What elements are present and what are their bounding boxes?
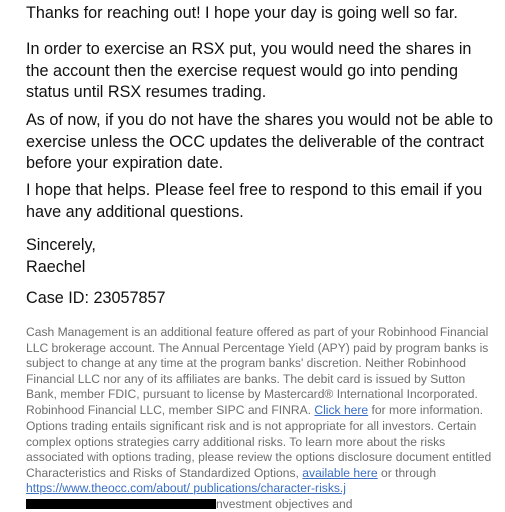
occ-link-line2: publications/character-risks.j <box>193 481 346 495</box>
occ-link-line1: https://www.theocc.com/about/ <box>26 481 191 495</box>
available-here-link[interactable]: available here <box>302 465 378 480</box>
email-signature <box>26 235 496 278</box>
options-after-redact: nvestment objectives and <box>216 496 353 511</box>
email-paragraph-occ: As of now, if you do not have the shares you would not be able to exercise unless the OCC updates the deliverable of the contract before your expiration date. <box>26 111 494 172</box>
options-or-through: or through <box>380 465 437 480</box>
email-greeting: Thanks for reaching out! I hope your day is going well so far. <box>26 4 458 22</box>
email-signature-name: Raechel <box>26 257 86 276</box>
redaction-bar <box>26 499 216 509</box>
email-signoff: Sincerely, <box>26 236 96 254</box>
options-disclosure <box>26 419 496 512</box>
options-text: Options trading entails significant risk and is not appropriate for all investors. Certain complex options strategies carry additional risks. To learn more about the risks associated with options trading, please review the options disclosure document entitled Characteristics and Risks of Standardized Options, <box>26 419 492 480</box>
email-paragraph-help: I hope that helps. Please feel free to respond to this email if you have any additional questions. <box>26 181 483 221</box>
cash-management-text: Cash Management is an additional feature offered as part of your Robinhood Financial LLC brokerage account. The Annual Percentage Yield (APY) paid by program banks is subject to change at any time at the program banks' discretion. Neither Robinhood Financial LLC nor any of its affiliates are banks. The debit card is issued by Sutton Bank, member FDIC, pursuant to license by Mastercard® International Incorporated. Robinhood Financial LLC, member SIPC and FINRA. <box>26 325 489 417</box>
cash-management-disclosure <box>26 325 496 418</box>
email-paragraph-exercise: In order to exercise an RSX put, you would need the shares in the account then the exercise request would go into pending status until RSX resumes trading. <box>26 40 472 101</box>
case-id: Case ID: 23057857 <box>26 289 166 307</box>
click-here-link[interactable]: Click here <box>314 402 369 417</box>
occ-publications-link[interactable] <box>26 481 346 495</box>
cash-management-tail: for more information. <box>371 402 484 417</box>
